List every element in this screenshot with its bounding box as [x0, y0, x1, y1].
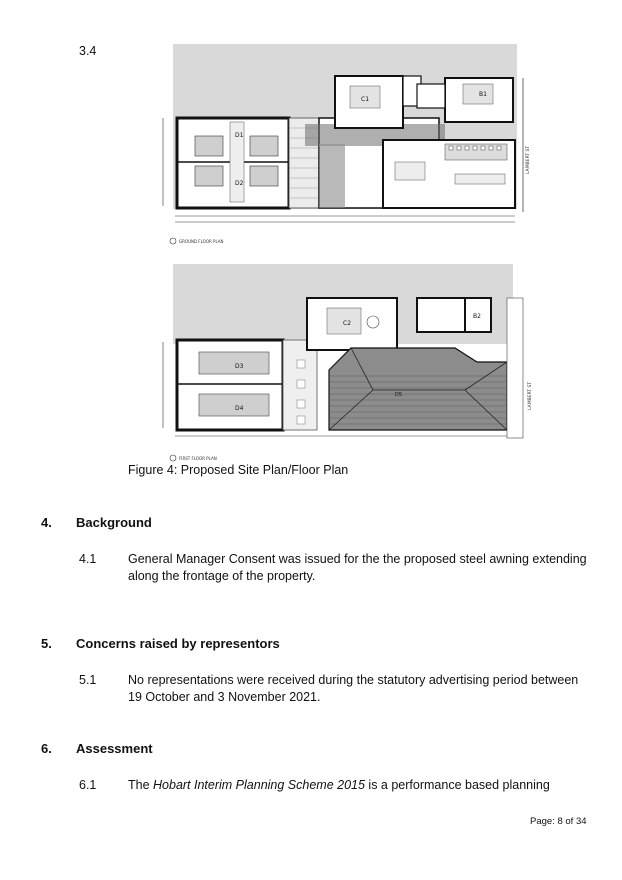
plan-label-b2: B2: [473, 313, 481, 320]
figure-caption: Figure 4: Proposed Site Plan/Floor Plan: [128, 463, 349, 477]
plan-label-d4: D4: [235, 405, 244, 412]
plan-label-b1: B1: [479, 91, 487, 98]
para-4-1-line-2: along the frontage of the property.: [128, 569, 316, 583]
section-6-number: 6.: [41, 741, 52, 756]
upper-floor-plan: [155, 44, 555, 254]
unit-b2-block: [417, 298, 465, 332]
section-ref: 3.4: [79, 44, 97, 58]
plan-label-d3: D3: [235, 363, 244, 370]
para-6-1-number: 6.1: [79, 778, 97, 792]
unit-d5-roof: [329, 348, 507, 430]
plan-label-c2: C2: [343, 320, 352, 327]
section-6-heading: Assessment: [76, 741, 153, 756]
plan-title-upper: GROUND FLOOR PLAN: [179, 239, 224, 244]
section-4-heading: Background: [76, 515, 152, 530]
plan-label-c1: C1: [361, 96, 370, 103]
section-5-number: 5.: [41, 636, 52, 651]
para-5-1-number: 5.1: [79, 673, 97, 687]
street-label-upper: LAMBERT ST: [526, 145, 531, 174]
para-5-1-line-2: 19 October and 3 November 2021.: [128, 690, 321, 704]
para-6-1-prefix: The: [128, 778, 154, 792]
para-5-1-line-1: No representations were received during the statutory advertising period between: [128, 673, 579, 687]
plan-label-d1: D1: [235, 132, 244, 139]
section-4-number: 4.: [41, 515, 52, 530]
street-label-lower: LAMBERT ST: [528, 381, 533, 410]
lower-floor-plan: [155, 264, 555, 464]
section-5-heading: Concerns raised by representors: [76, 636, 280, 651]
para-6-1-suffix: is a performance based planning: [364, 778, 550, 792]
plan-label-d2: D2: [235, 180, 244, 187]
page-number: Page: 8 of 34: [530, 816, 587, 827]
planning-scheme-title: Hobart Interim Planning Scheme 2015: [153, 778, 365, 792]
plan-label-d5: D5: [395, 392, 403, 398]
para-4-1-number: 4.1: [79, 552, 97, 566]
plan-title-lower: FIRST FLOOR PLAN: [179, 456, 217, 461]
para-6-1-line-1: [128, 776, 550, 794]
para-4-1-line-1: General Manager Consent was issued for the the proposed steel awning extending: [128, 552, 587, 566]
